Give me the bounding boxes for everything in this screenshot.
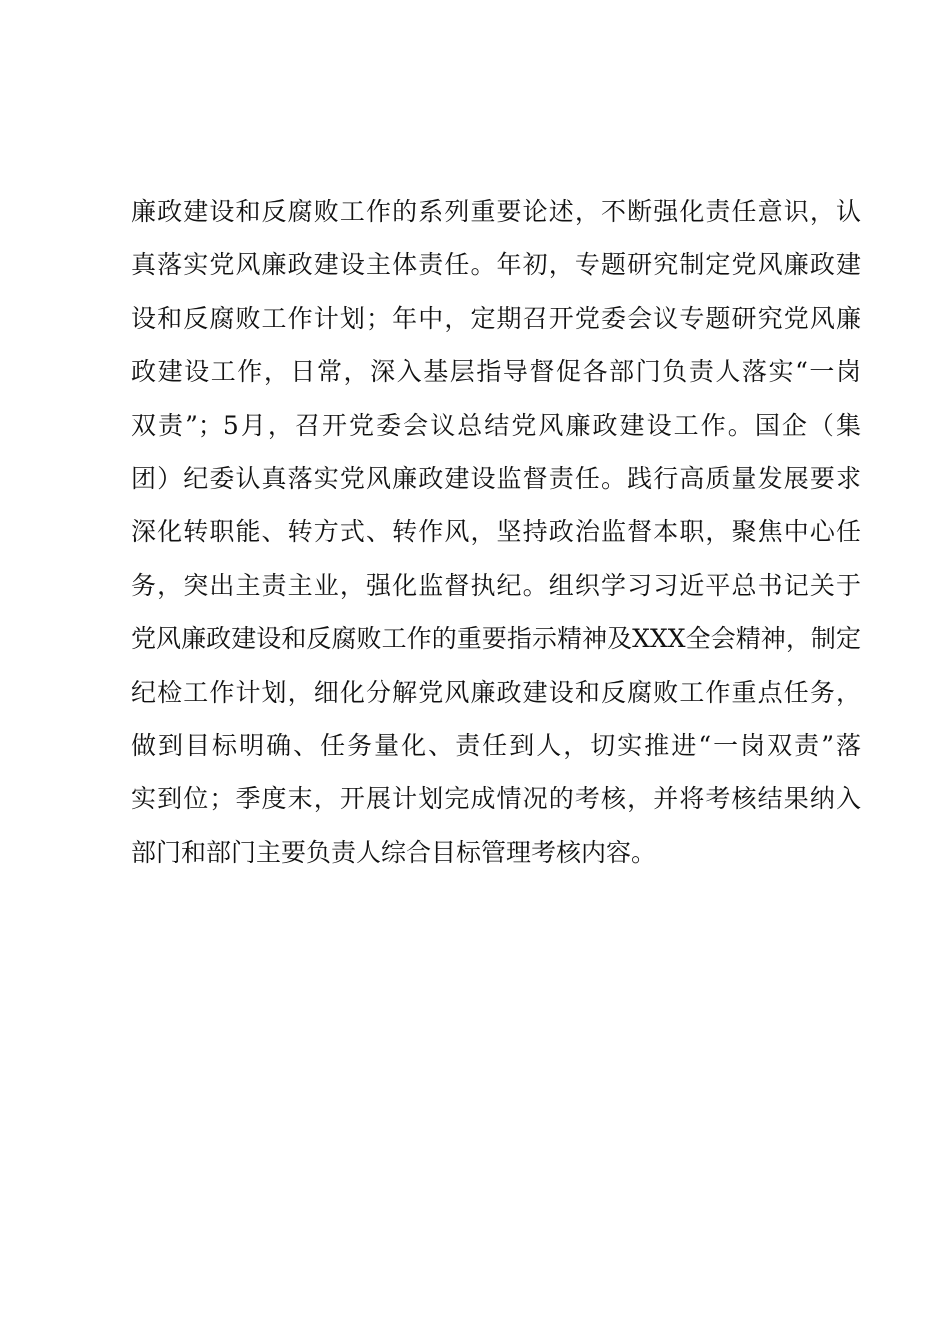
- text-line: 廉政建设和反腐败工作的系列重要论述，不断强化责任意识，认: [131, 197, 861, 226]
- text-line: 实到位；季度末，开展计划完成情况的考核，并将考核结果纳入: [131, 784, 861, 814]
- text-line: 设和反腐败工作计划；年中，定期召开党委会议专题研究党风廉: [131, 303, 861, 333]
- text-line: 党风廉政建设和反腐败工作的重要指示精神及XXX全会精神，制定: [131, 624, 861, 654]
- text-line: 政建设工作，日常，深入基层指导督促各部门负责人落实“一岗: [131, 357, 861, 387]
- text-line: 纪检工作计划，细化分解党风廉政建设和反腐败工作重点任务，: [131, 677, 861, 707]
- body-paragraph: [131, 185, 861, 879]
- text-line: 双责”；5月，召开党委会议总结党风廉政建设工作。国企（集: [131, 410, 861, 440]
- text-line: 务，突出主责主业，强化监督执纪。组织学习习近平总书记关于: [131, 570, 861, 600]
- text-line: 深化转职能、转方式、转作风，坚持政治监督本职，聚焦中心任: [131, 517, 861, 547]
- text-line: 做到目标明确、任务量化、责任到人，切实推进“一岗双责”落: [131, 730, 861, 760]
- text-line: 团）纪委认真落实党风廉政建设监督责任。践行高质量发展要求: [131, 463, 861, 493]
- text-line: 真落实党风廉政建设主体责任。年初，专题研究制定党风廉政建: [131, 250, 861, 280]
- text-line: 部门和部门主要负责人综合目标管理考核内容。: [131, 837, 657, 867]
